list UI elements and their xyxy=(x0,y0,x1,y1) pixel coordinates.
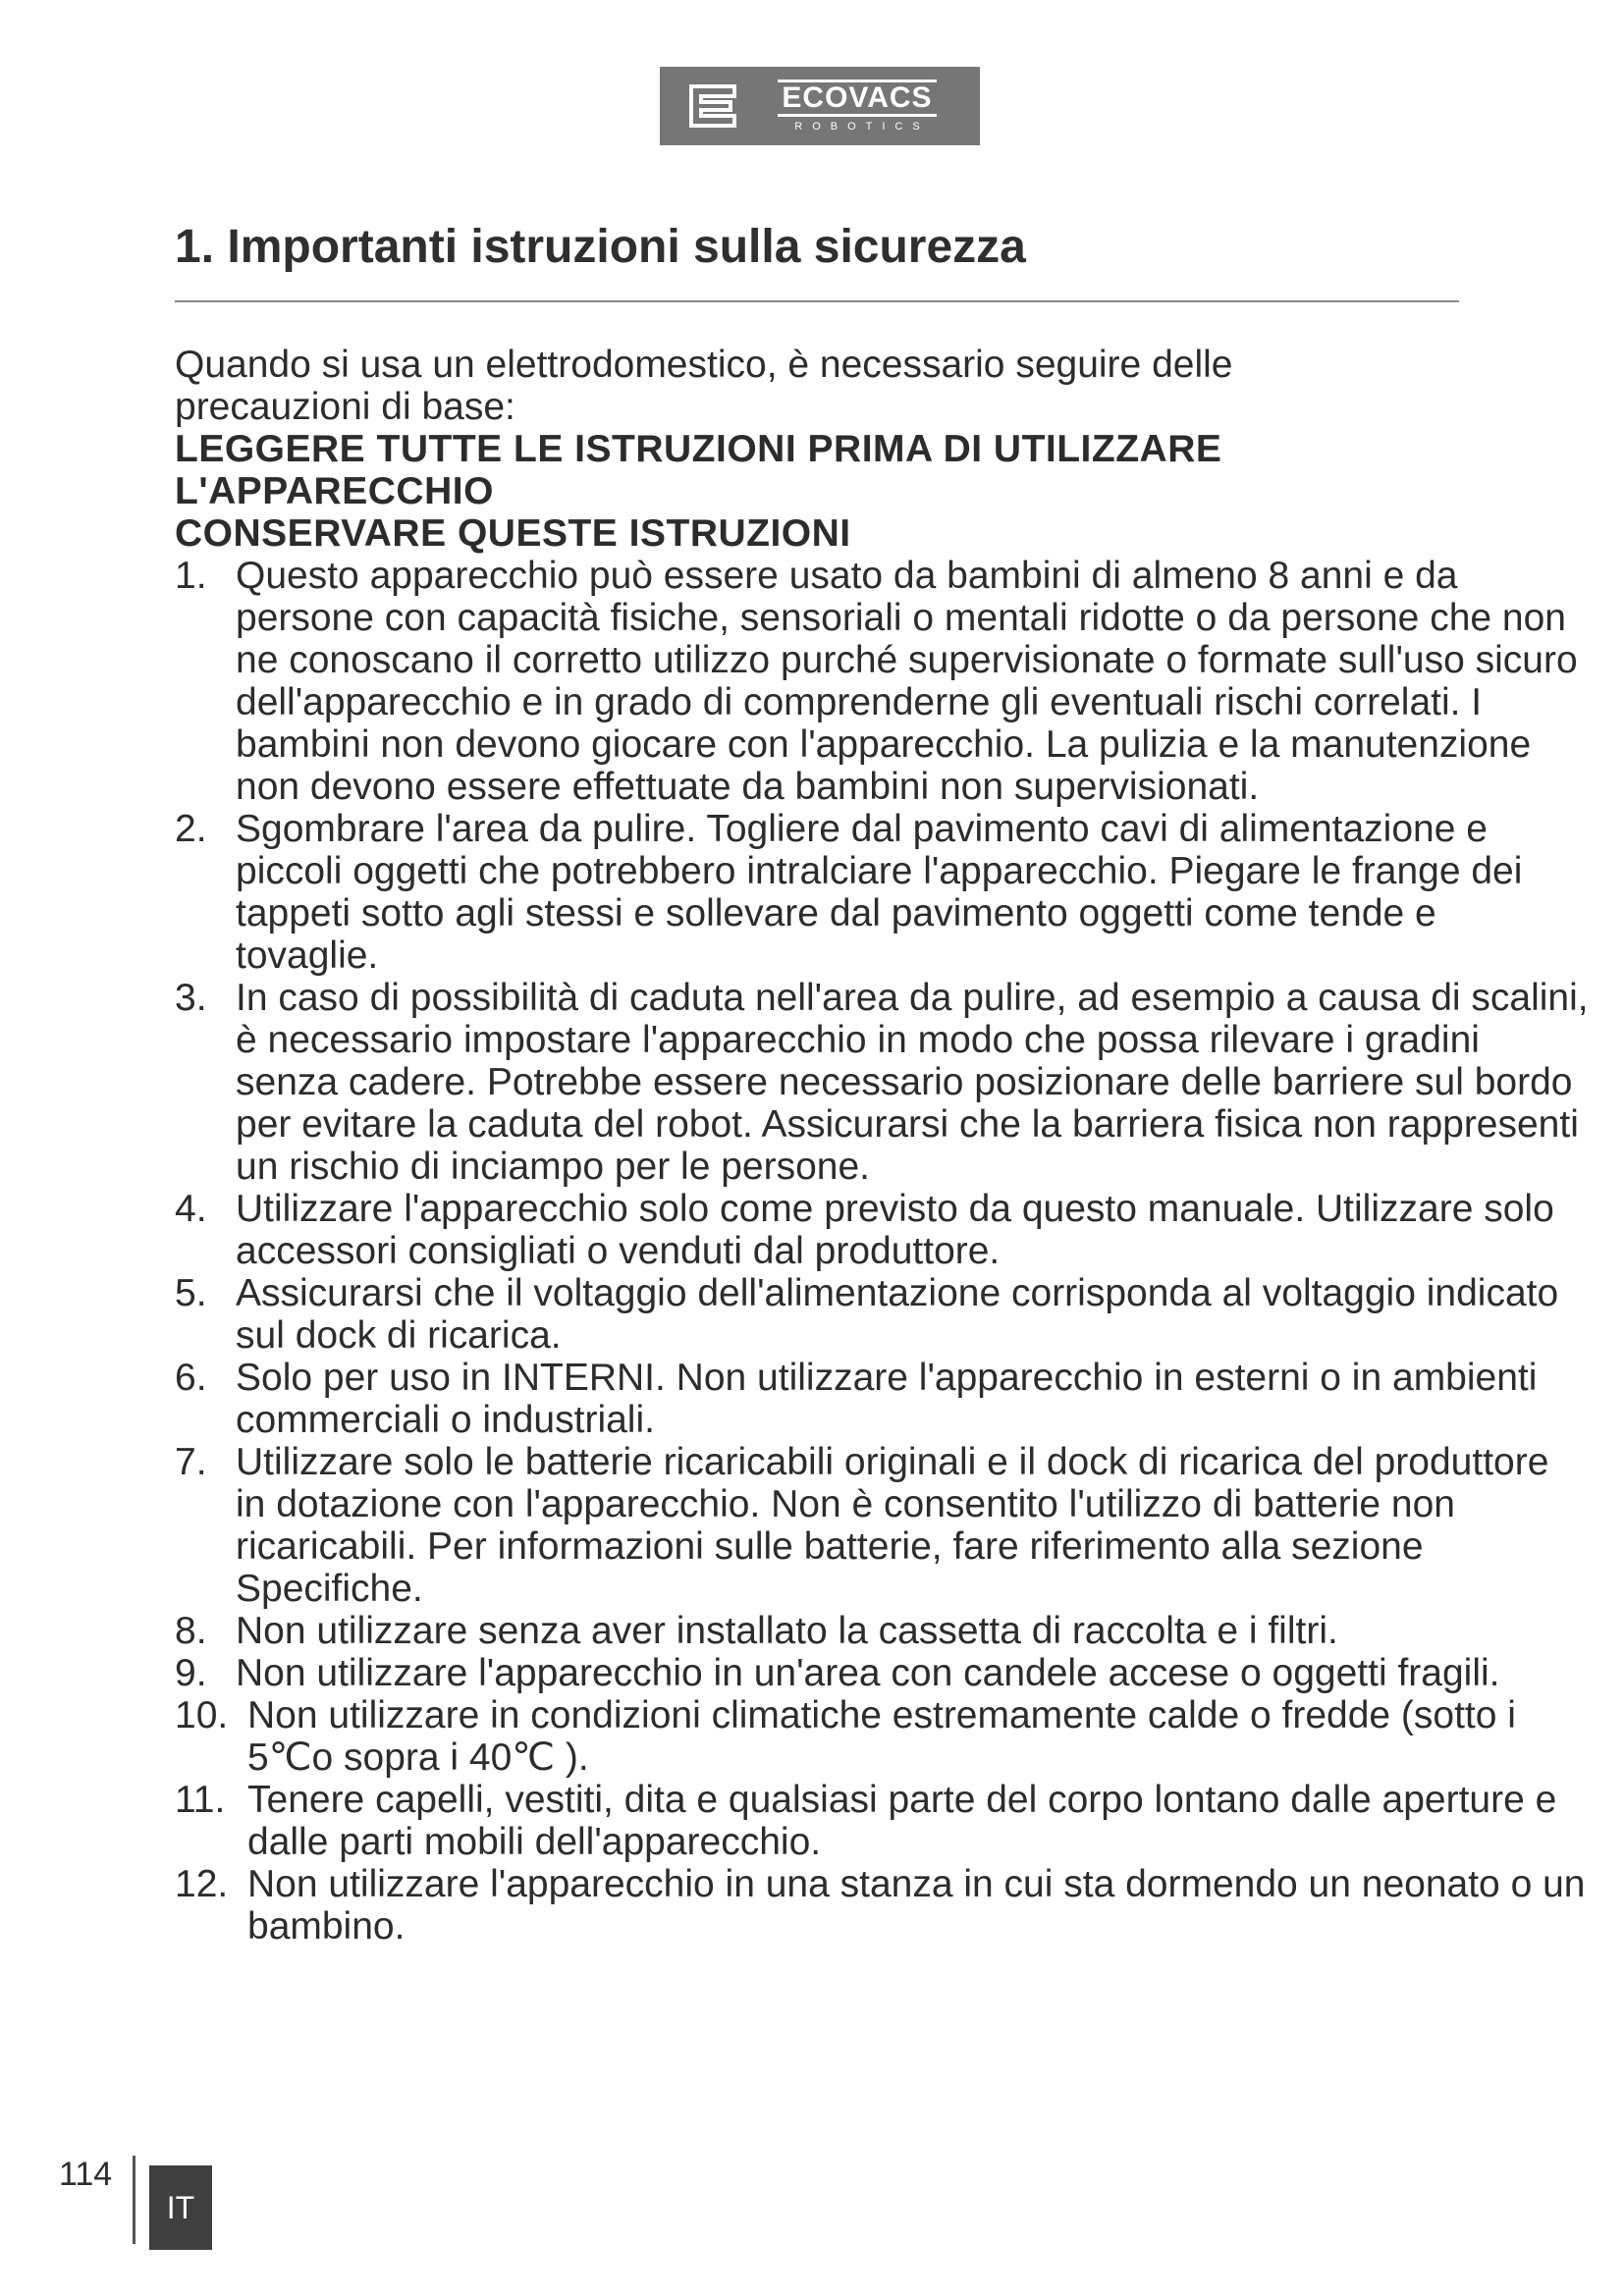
item-text: Non utilizzare l'apparecchio in un'area con candele accese o oggetti fragili. xyxy=(236,1652,1500,1694)
list-item xyxy=(175,808,1589,977)
safety-instructions xyxy=(175,344,1608,1948)
item-number: 5. xyxy=(175,1272,207,1314)
list-item xyxy=(175,1272,1589,1357)
page-title: 1. Importanti istruzioni sulla sicurezza xyxy=(175,221,1026,273)
warning-keep-instructions: CONSERVARE QUESTE ISTRUZIONI xyxy=(175,512,851,555)
intro-text: Quando si usa un elettrodomestico, è necessario seguire delle precauzioni di base: xyxy=(175,344,1233,428)
ecovacs-logo xyxy=(660,67,980,145)
list-item xyxy=(175,1441,1589,1610)
list-item xyxy=(175,1188,1589,1272)
list-item xyxy=(175,1610,1589,1652)
title-divider xyxy=(175,300,1459,302)
item-number: 8. xyxy=(175,1610,207,1652)
footer-divider xyxy=(133,2156,135,2244)
item-text: Sgombrare l'area da pulire. Togliere dal pavimento cavi di alimentazione e piccoli oggetti che potrebbero intralciare l'apparecchio. Piegare le frange dei tappeti sotto agli stessi e sollevare dal pavimento oggetti come tende e tovaglie. xyxy=(236,808,1523,977)
item-text: Questo apparecchio può essere usato da bambini di almeno 8 anni e da persone con capacità fisiche, sensoriali o mentali ridotte o da persone che non ne conoscano il corretto utilizzo purché supervisionate o formate sull'uso sicuro dell'apparecchio e in grado di comprenderne gli eventuali rischi correlati. I bambini non devono giocare con l'apparecchio. La pulizia e la manutenzione non devono essere effettuate da bambini non supervisionati. xyxy=(236,555,1578,808)
page-number: 114 xyxy=(59,2156,113,2193)
item-number: 11. xyxy=(175,1779,226,1821)
list-item xyxy=(175,1863,1589,1948)
logo-subtitle: ROBOTICS xyxy=(794,121,930,133)
logo-text xyxy=(754,80,960,133)
item-text: Non utilizzare senza aver installato la cassetta di raccolta e i filtri. xyxy=(236,1610,1338,1652)
item-text: Non utilizzare l'apparecchio in una stanza in cui sta dormendo un neonato o un bambino. xyxy=(247,1863,1586,1948)
warning-read-instructions: LEGGERE TUTTE LE ISTRUZIONI PRIMA DI UTILIZZARE L'APPARECCHIO xyxy=(175,428,1222,512)
item-text: Utilizzare l'apparecchio solo come previsto da questo manuale. Utilizzare solo accessori consigliati o venduti dal produttore. xyxy=(236,1188,1554,1272)
item-number: 4. xyxy=(175,1188,207,1230)
language-tab: IT xyxy=(149,2165,212,2250)
logo-brand: ECOVACS xyxy=(778,80,936,117)
item-text: In caso di possibilità di caduta nell'area da pulire, ad esempio a causa di scalini, è necessario impostare l'apparecchio in modo che possa rilevare i gradini senza cadere. Potrebbe essere necessario posizionare delle barriere sul bordo per evitare la caduta del robot. Assicurarsi che la barriera fisica non rappresenti un rischio di inciampo per le persone. xyxy=(236,977,1589,1188)
item-number: 12. xyxy=(175,1863,229,1905)
item-number: 10. xyxy=(175,1694,229,1736)
list-item xyxy=(175,1694,1589,1779)
item-number: 1. xyxy=(175,555,207,597)
ecovacs-logo-mark-icon xyxy=(687,79,742,133)
item-number: 9. xyxy=(175,1652,207,1694)
list-item xyxy=(175,1652,1589,1694)
item-number: 6. xyxy=(175,1357,207,1399)
item-text: Tenere capelli, vestiti, dita e qualsiasi parte del corpo lontano dalle aperture e dalle parti mobili dell'apparecchio. xyxy=(247,1779,1557,1863)
item-text: Assicurarsi che il voltaggio dell'alimentazione corrisponda al voltaggio indicato sul dock di ricarica. xyxy=(236,1272,1559,1357)
instruction-list xyxy=(175,555,1589,1948)
list-item xyxy=(175,1779,1589,1863)
list-item xyxy=(175,977,1589,1188)
item-number: 3. xyxy=(175,977,207,1019)
item-text: Utilizzare solo le batterie ricaricabili originali e il dock di ricarica del produttore in dotazione con l'apparecchio. Non è consentito l'utilizzo di batterie non ricaricabili. Per informazioni sulle batterie, fare riferimento alla sezione Specifiche. xyxy=(236,1441,1549,1610)
item-number: 2. xyxy=(175,808,207,850)
list-item xyxy=(175,1357,1589,1441)
list-item xyxy=(175,555,1589,808)
item-text: Non utilizzare in condizioni climatiche estremamente calde o fredde (sotto i 5℃o sopra i 40℃ ). xyxy=(247,1694,1516,1779)
item-number: 7. xyxy=(175,1441,207,1483)
item-text: Solo per uso in INTERNI. Non utilizzare l'apparecchio in esterni o in ambienti commerciali o industriali. xyxy=(236,1357,1538,1441)
